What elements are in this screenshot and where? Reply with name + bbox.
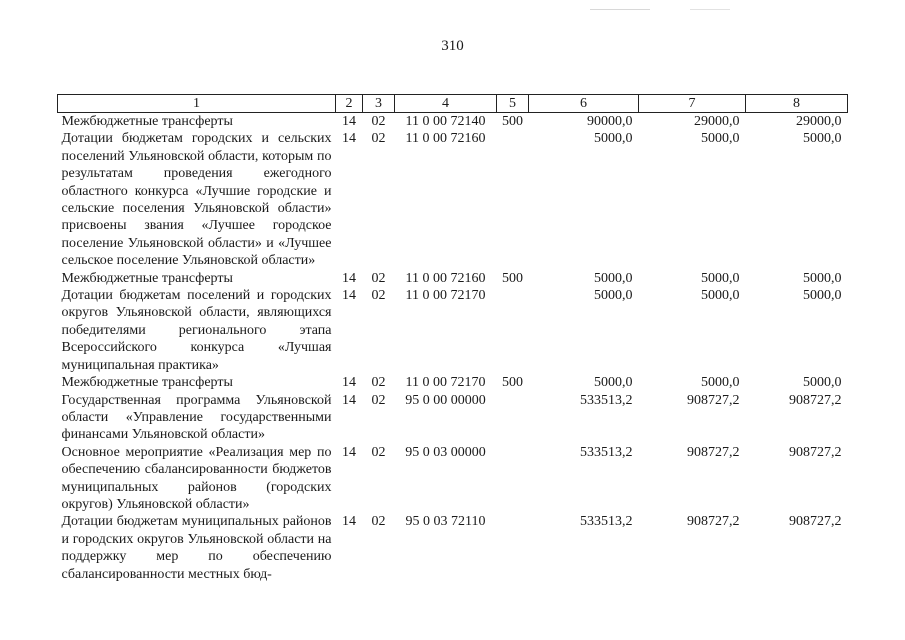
row-amount-3: 5000,0 (803, 131, 842, 147)
row-subsection: 02 (371, 392, 386, 408)
row-section: 14 (342, 270, 356, 286)
row-amount-1: 5000,0 (594, 375, 633, 391)
header-row (58, 95, 848, 113)
row-amount-2: 908727,2 (687, 444, 740, 460)
table-row (58, 270, 848, 287)
row-type: 500 (502, 114, 523, 129)
row-amount-2: 908727,2 (687, 514, 740, 530)
row-amount-2: 5000,0 (701, 288, 740, 304)
row-name: Дотации бюджетам муниципальных районов и городских округов Ульяновской области на поддержку мер по обеспечению сбалансированности местных бюд- (61, 514, 332, 582)
header-col-2: 2 (336, 95, 363, 113)
row-name: Дотации бюджетам поселений и городских округов Ульяновской области, являющихся победителями регионального этапа Всероссийского конкурса «Лучшая муниципальная практика» (61, 288, 332, 373)
budget-table (57, 94, 848, 583)
header-col-5: 5 (497, 95, 529, 113)
row-name: Государственная программа Ульяновской области «Управление государственными финансами Ульяновской области» (61, 392, 332, 443)
row-target: 95 0 00 00000 (405, 392, 486, 408)
table-row (58, 113, 848, 131)
page-number: 310 (441, 38, 464, 54)
row-subsection: 02 (371, 444, 386, 460)
header-col-7: 7 (639, 95, 746, 113)
row-name: Основное мероприятие «Реализация мер по обеспечению сбалансированности бюджетов муниципальных районов (городских округов) Ульяновской области» (61, 444, 332, 512)
row-target: 11 0 00 72160 (405, 270, 486, 286)
row-amount-3: 5000,0 (803, 375, 842, 391)
row-amount-2: 5000,0 (701, 375, 740, 391)
table-row (58, 374, 848, 391)
table-row (58, 513, 848, 583)
table-row (58, 392, 848, 444)
row-section: 14 (342, 444, 356, 460)
row-type (497, 513, 529, 583)
row-type: 500 (502, 270, 523, 286)
row-subsection: 02 (371, 288, 386, 304)
row-type: 500 (502, 375, 523, 391)
row-section: 14 (342, 131, 356, 147)
row-amount-2: 29000,0 (694, 114, 740, 129)
row-section: 14 (342, 375, 356, 391)
row-type (497, 130, 529, 269)
row-amount-2: 908727,2 (687, 392, 740, 408)
row-amount-3: 908727,2 (789, 392, 842, 408)
row-name: Дотации бюджетам городских и сельских поселений Ульяновской области, которым по результатам проведения ежегодного областного конкурса «Лучшие городские и сельские поселения Ульяновской области» присвоены звания «Лучшее городское поселение Ульяновской области» и «Лучшее сельское поселение Ульяновской области» (61, 131, 332, 269)
header-col-3: 3 (363, 95, 395, 113)
table-row (58, 287, 848, 374)
table-row (58, 444, 848, 514)
row-amount-1: 5000,0 (594, 270, 633, 286)
row-type (497, 287, 529, 374)
row-amount-2: 5000,0 (701, 270, 740, 286)
row-subsection: 02 (371, 270, 386, 286)
row-amount-1: 5000,0 (594, 288, 633, 304)
row-subsection: 02 (371, 114, 386, 129)
header-col-1: 1 (58, 95, 336, 113)
header-col-4: 4 (395, 95, 497, 113)
row-target: 11 0 00 72140 (405, 114, 486, 129)
row-section: 14 (342, 288, 356, 304)
scan-artifact-top (590, 9, 650, 10)
row-amount-3: 29000,0 (796, 114, 842, 129)
table-body (58, 113, 848, 583)
row-section: 14 (342, 114, 356, 129)
row-amount-1: 5000,0 (594, 131, 633, 147)
row-subsection: 02 (371, 514, 386, 530)
row-name: Межбюджетные трансферты (61, 270, 233, 286)
row-name: Межбюджетные трансферты (61, 114, 233, 129)
row-section: 14 (342, 514, 356, 530)
row-amount-2: 5000,0 (701, 131, 740, 147)
row-amount-3: 5000,0 (803, 288, 842, 304)
row-amount-1: 533513,2 (580, 392, 633, 408)
row-subsection: 02 (371, 375, 386, 391)
header-col-8: 8 (746, 95, 848, 113)
row-subsection: 02 (371, 131, 386, 147)
row-target: 11 0 00 72170 (405, 375, 486, 391)
row-target: 11 0 00 72170 (405, 288, 486, 304)
row-section: 14 (342, 392, 356, 408)
row-target: 95 0 03 72110 (405, 514, 486, 530)
row-amount-3: 5000,0 (803, 270, 842, 286)
row-target: 11 0 00 72160 (405, 131, 486, 147)
row-amount-1: 533513,2 (580, 444, 633, 460)
row-amount-3: 908727,2 (789, 444, 842, 460)
row-amount-3: 908727,2 (789, 514, 842, 530)
table-header (58, 95, 848, 113)
row-type (497, 392, 529, 444)
scan-artifact-top-2 (690, 9, 730, 10)
table-row (58, 130, 848, 269)
row-target: 95 0 03 00000 (405, 444, 486, 460)
row-name: Межбюджетные трансферты (61, 375, 233, 391)
row-amount-1: 90000,0 (587, 114, 633, 129)
row-type (497, 444, 529, 514)
header-col-6: 6 (529, 95, 639, 113)
row-amount-1: 533513,2 (580, 514, 633, 530)
